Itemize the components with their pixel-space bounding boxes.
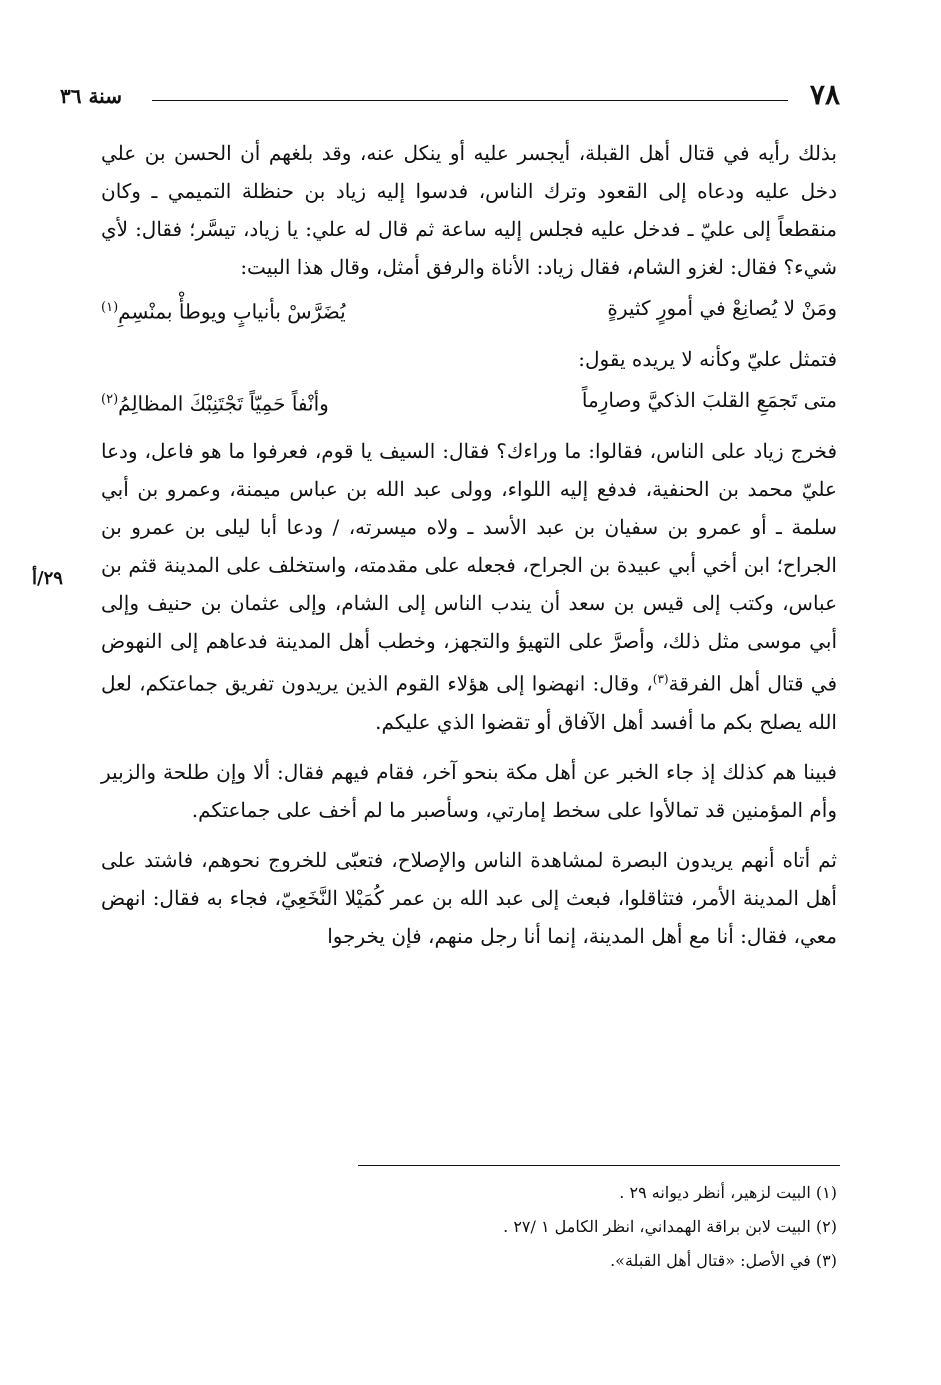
- footnote-ref-1: (١): [101, 300, 119, 315]
- footnote-3: (٣) في الأصل: «قتال أهل القبلة».: [610, 1251, 837, 1270]
- paragraph-gap: [101, 741, 837, 753]
- paragraph-gap: [101, 829, 837, 841]
- body-text: [101, 134, 837, 955]
- paragraph-2: [101, 432, 837, 741]
- paragraph-1: بذلك رأيه في قتال أهل القبلة، أيجسر عليه أو ينكل عنه، وقد بلغهم أن الحسن بن علي دخل عليه ودعاه إلى القعود وترك الناس، فدسوا إليه زياد بن حنظلة التميمي ـ وكان منقطعاً إلى عليّ ـ فدخل عليه فجلس إليه ساعة ثم قال له علي: يا زياد، تيسَّر؛ فقال: لأي شيء؟ فقال: لغزو الشام، فقال زياد: الأناة والرفق أمثل، وقال هذا البيت:: [101, 141, 837, 279]
- verse-1-hemistich-2-text: يُضَرَّسْ بأنيابٍ ويوطأْ بمنْسِمِ: [118, 299, 346, 324]
- footnote-rule: [358, 1165, 840, 1166]
- paragraph-2-part-2: ، وقال: انهضوا إلى هؤلاء القوم الذين يريدون تفريق جماعتكم، لعل الله يصلح بكم ما أفسد أهل الآفاق أو تقضوا الذي عليكم.: [101, 671, 837, 734]
- footnote-ref-2: (٢): [101, 392, 119, 407]
- header-rule: [152, 100, 788, 101]
- verse-2: [101, 380, 837, 430]
- paragraph-4: ثم أتاه أنهم يريدون البصرة لمشاهدة الناس والإصلاح، فتعبّى للخروج نحوهم، فاشتد على أهل المدينة الأمر، فتثاقلوا، فبعث إلى عبد الله بن عمر كُمَيْلا النَّخَعِيّ، فجاء به فقال: انهض معي، فقال: أنا مع أهل المدينة، إنما أنا رجل منهم، فإن يخرجوا: [101, 847, 837, 948]
- footnote-2: (٢) البيت لابن براقة الهمداني، انظر الكامل ١ /٢٧ .: [503, 1217, 837, 1236]
- footnotes: [101, 1176, 837, 1278]
- page-header: [60, 78, 840, 118]
- margin-folio-note: ٢٩/أ: [32, 568, 63, 589]
- verse-2-hemistich-2: [101, 380, 329, 424]
- verse-2-hemistich-2-text: وأنْفاً حَمِيّاً تَجْتَنِبْكَ المظالِمُ: [118, 391, 329, 416]
- footnote-1: (١) البيت لزهير، أنظر ديوانه ٢٩ .: [619, 1183, 837, 1202]
- verse-1: [101, 288, 837, 338]
- verse-1-hemistich-2: [101, 288, 346, 332]
- paragraph-2-part-1: فخرج زياد على الناس، فقالوا: ما وراءك؟ فقال: السيف يا قوم، فعرفوا ما هو فاعل، ودعا عليّ محمد بن الحنفية، فدفع إليه اللواء، وولى عبد الله بن عباس ميمنة، وعمرو بن أبي سلمة ـ أو عمرو بن سفيان بن عبد الأسد ـ ولاه ميسرته، / ودعا أبا ليلى بن عمرو بن الجراح؛ ابن أخي أبي عبيدة بن الجراح، فجعله على مقدمته، واستخلف على المدينة قثم بن عباس، وكتب إلى قيس بن سعد أن يندب الناس إلى الشام، وإلى عثمان بن حنيف وإلى أبي موسى مثل ذلك، وأصرَّ على التهيؤ والتجهز، وخطب أهل المدينة فدعاهم إلى النهوض في قتال أهل الفرقة: [101, 439, 838, 696]
- page-number: ٧٨: [809, 78, 840, 111]
- verse-2-intro: فتمثل عليّ وكأنه لا يريده يقول:: [578, 347, 837, 371]
- verse-2-hemistich-1: متى تَجمَعِ القلبَ الذكيَّ وصارِماً: [581, 388, 837, 412]
- running-head: سنة ٣٦: [60, 84, 122, 108]
- verse-1-hemistich-1: ومَنْ لا يُصانِعْ في أمورٍ كثيرةٍ: [607, 296, 837, 320]
- footnote-ref-3: (٣): [652, 672, 669, 686]
- paragraph-3: فبينا هم كذلك إذ جاء الخبر عن أهل مكة بنحو آخر، فقام فيهم فقال: ألا وإن طلحة والزبير وأم المؤمنين قد تمالأوا على سخط إمارتي، وسأصبر ما لم أخف على جماعتكم.: [101, 759, 837, 822]
